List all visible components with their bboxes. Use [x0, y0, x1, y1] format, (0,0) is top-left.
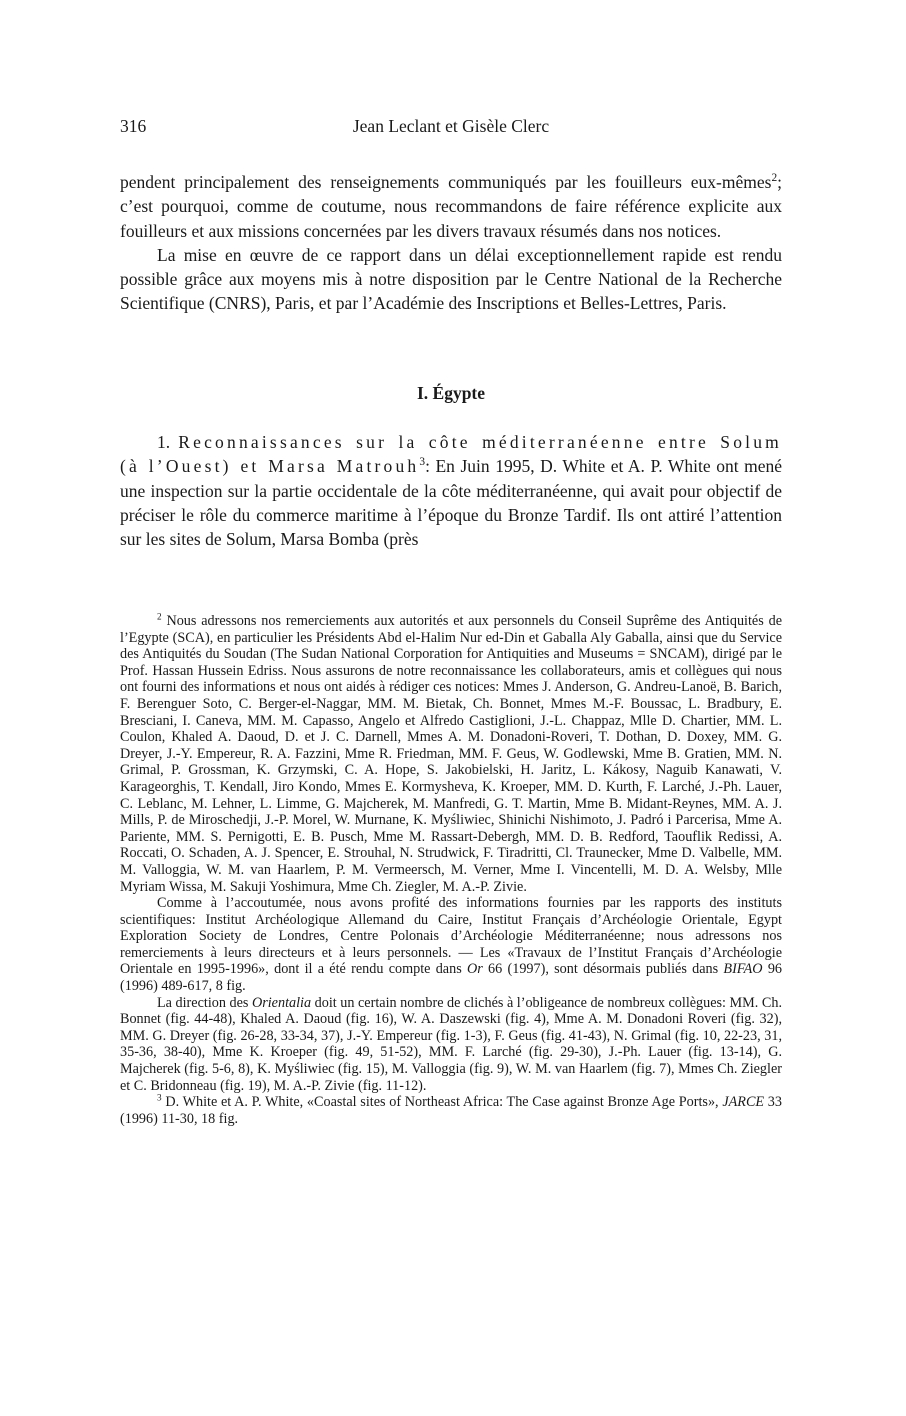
footnote-text: doit un certain nombre de clichés à l’obligeance de nombreux collègues: MM. Ch. Bonnet (fig. 44-48), Khaled A. Daoud (fig. 16), W. A. Daszewski (fig. 4), Mme A. M. Donadoni Roveri (fig. 32), MM. G. Dreyer (fig. 26-28, 33-34, 37), J.-Y. Empereur (fig. 1-3), F. Geus (fig. 41-43), N. Grimal (fig. 10, 22-23, 31, 35-36, 38-40), Mme K. Kroeper (fig. 49, 51-52), MM. F. Larché (fig. 29-30), J.-Ph. Lauer (fig. 13-14), G. Majcherek (fig. 5-6, 8), K. Myśliwiec (fig. 15), M. Valloggia (fig. 9), W. M. van Haarlem (fig. 7), Mmes Ch. Ziegler et C. Bridonneau (fig. 19), M. A.-P. Zivie (fig. 11-12).: [120, 994, 782, 1094]
paragraph-text: ; c’est pourquoi, comme de coutume, nous recommandons de faire référence explicite aux fouilleurs et aux missions concernées par les divers travaux résumés dans nos notices.: [120, 172, 782, 241]
footnote-text: 66 (1997), sont désormais publiés dans: [482, 961, 724, 978]
running-title: Jean Leclant et Gisèle Clerc: [352, 116, 550, 136]
journal-title: BIFAO: [723, 961, 763, 978]
item-number: 1.: [157, 432, 171, 452]
footnote-number: 3: [157, 1092, 162, 1103]
section-heading: I. Égypte: [416, 383, 486, 403]
item-title: Reconnaissances sur la côte méditerranéenne entre Solum (à l’Ouest) et Marsa Matrouh: [120, 432, 782, 477]
footnote-text: 96 (1996) 489-617, 8 fig.: [120, 961, 783, 995]
paragraph-cnrs: La mise en œuvre de ce rapport dans un délai exceptionnellement rapide est rendu possible grâce aux moyens mis à notre disposition par le Centre National de la Recherche Scientifique (CNRS), Paris, et par l’Académie des Inscriptions et Belles-Lettres, Paris.: [120, 244, 782, 314]
footnote-text: Nous adressons nos remerciements aux autorités et aux personnels du Conseil Suprême des Antiquités de l’Egypte (SCA), en particulier les Présidents Abd el-Halim Nur ed-Din et Gaballa Aly Gaballa, ainsi que du Service des Antiquités du Soudan (The Sudan National Corporation for Antiquities and Museums = SNCAM), dirigé par le Prof. Hassan Hussein Edriss. Nous assurons de notre reconnaissance les collaborateurs, amis et collègues qui nous ont fourni des informations et nous ont aidés à rédiger ces notices: Mmes J. Anderson, G. Andreu-Lanoë, B. Barich, F. Berenguer Soto, C. Berger-el-Naggar, MM. M. Bietak, Ch. Bonnet, Mmes M.-F. Boussac, L. Bradbury, E. Bresciani, I. Caneva, MM. M. Capasso, Angelo et Alfredo Castiglioni, J.-L. Chappaz, Mlle D. Chartier, MM. L. Coulon, Khaled A. Daoud, D. et J. C. Darnell, Mmes A. M. Donadoni-Roveri, T. Dothan, D. Doxey, MM. G. Dreyer, J.-Y. Empereur, R. A. Fazzini, Mme R. Friedman, MM. F. Geus, W. Godlewski, Mme B. Gratien, MM. N. Grimal, P. Grossman, K. Grzymski, C. A. Hope, S. Jakobielski, H. Jaritz, L. Kákosy, Naguib Kanawati, V. Karageorghis, T. Kendall, Jiro Kondo, Mmes E. Kormysheva, K. Kroeper, MM. D. Kurth, F. Larché, J.-Ph. Lauer, C. Leblanc, M. Lehner, L. Limme, G. Majcherek, M. Manfredi, G. T. Martin, Mme B. Midant-Reynes, MM. A. J. Mills, P. de Miroschedji, J.-P. Morel, W. Murnane, K. Myśliwiec, Shinichi Nishimoto, J. Padró i Parcerisa, Mme A. Pariente, MM. S. Pernigotti, E. B. Pusch, Mme M. Rassart-Debergh, MM. D. B. Redford, Taouflik Redissi, A. Roccati, O. Schaden, A. J. Spencer, E. Strouhal, N. Strudwick, F. Tiradritti, Cl. Traunecker, Mme D. Valbelle, MM. M. Valloggia, W. M. van Haarlem, P. M. Vermeersch, M. Verner, Mme I. Vincentelli, M. D. A. Welsby, Mlle Myriam Wissa, M. Sakuji Yoshimura, Mme Ch. Ziegler, M. A.-P. Zivie.: [120, 613, 782, 895]
footnotes: [120, 613, 782, 1127]
paragraph-intro: [120, 170, 782, 243]
footnote-2: [120, 613, 782, 895]
footnote-text: D. White et A. P. White, «Coastal sites of Northeast Africa: The Case against Bronze Age Ports»,: [161, 1094, 723, 1111]
footnote-2-paragraph-2: [120, 895, 782, 995]
journal-title: JARCE: [722, 1094, 765, 1111]
footnote-ref[interactable]: 2: [771, 172, 778, 185]
page-number: 316: [120, 116, 147, 136]
body-text: [120, 170, 782, 316]
journal-title: Orientalia: [251, 994, 312, 1011]
running-header: [120, 116, 782, 140]
footnote-number: 2: [157, 611, 162, 622]
footnote-text: La direction des: [157, 994, 252, 1011]
footnote-3: [120, 1094, 782, 1127]
section-item-1: [120, 430, 782, 551]
item-text: : En Juin 1995, D. White et A. P. White ont mené une inspection sur la partie occidentale de la côte méditerranéenne, qui avait pour objectif de préciser le rôle du commerce maritime à l’époque du Bronze Tardif. Ils ont attiré l’attention sur les sites de Solum, Marsa Bomba (près: [120, 456, 783, 550]
paragraph-text: pendent principalement des renseignements communiqués par les fouilleurs eux-mêmes: [120, 172, 772, 192]
footnote-ref[interactable]: 3: [419, 456, 426, 469]
journal-title: Or: [467, 961, 483, 978]
footnote-2-paragraph-3: [120, 995, 782, 1095]
footnote-text: Comme à l’accoutumée, nous avons profité des informations fournies par les rapports des instituts scientifiques: Institut Archéologique Allemand du Caire, Institut Français d’Archéologie Orientale, Egypt Exploration Society de Londres, Centre Polonais d’Archéologie Méditerranéenne; nous adressons nos remerciements à leurs directeurs et à leurs personnels. — Les «Travaux de l’Institut Français d’Archéologie Orientale en 1995-1996», dont il a été rendu compte dans: [120, 895, 782, 978]
footnote-text: 33 (1996) 11-30, 18 fig.: [120, 1094, 782, 1127]
